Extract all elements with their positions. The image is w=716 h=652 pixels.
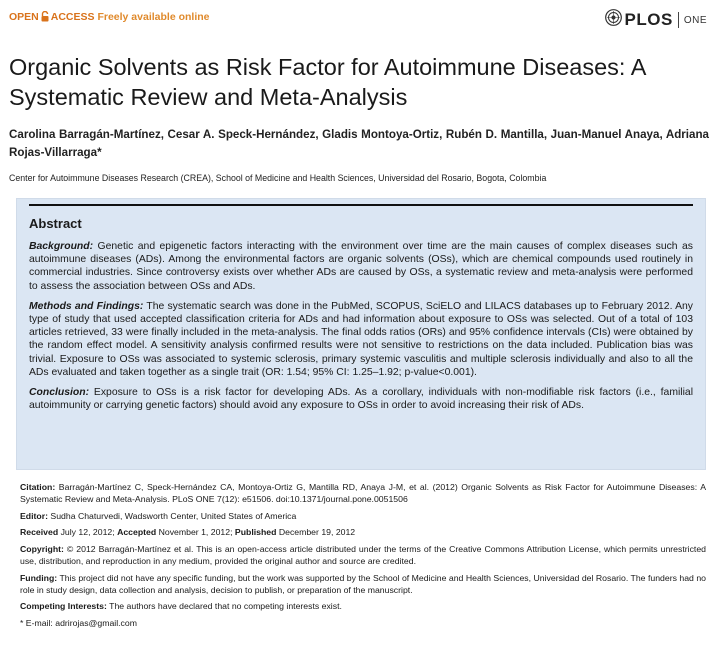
received-date: July 12, 2012; [58,527,118,538]
funding-label: Funding: [20,572,58,583]
competing-interests-row [20,601,706,613]
abstract-heading: Abstract [29,216,82,231]
funding-row [20,573,706,597]
conclusion-label: Conclusion: [29,387,90,399]
open-access-banner [9,11,210,25]
conclusion-text: Exposure to OSs is a risk factor for developing ADs. As a corollary, individuals with non-modifiable risk factors (i.e., familial autoimmunity or carrying genetic factors) should avoid any exposure to OSs in order to avoid increasing their risk of ADs. [29,387,693,412]
accepted-label: Accepted [117,527,157,538]
open-access-lock-icon [41,11,49,25]
citation-text: Barragán-Martínez C, Speck-Hernández CA, Montoya-Ortiz G, Mantilla RD, Anaya J-M, et al. (2012) Organic Solvents as Risk Factor for Autoimmune Diseases: A Systematic Review and Meta-Analysis. PLoS ONE 7(12): e51506. doi:10.1371/journal.pone.0051506 [20,482,706,504]
open-access-label-access: ACCESS [50,11,95,23]
article-metadata [20,482,706,635]
competing-text: The authors have declared that no competing interests exist. [106,601,342,612]
abstract-box [16,198,706,470]
abstract-conclusion [29,386,693,412]
published-date: December 19, 2012 [276,527,356,538]
open-access-label-open: OPEN [9,11,39,23]
background-text: Genetic and epigenetic factors interacting with the environment over time are the main causes of complex diseases such as autoimmune diseases (ADs). Among the environmental factors are organic solvents (OSs), which are chemical compounds used routinely in commercial industries. Since controversy exists over whether ADs are caused by OSs, a systematic review and meta-analysis were performed to assess the association between OSs and ADs. [29,241,693,292]
funding-text: This project did not have any specific funding, but the work was supported by the School of Medicine and Health Sciences, Universidad del Rosario. The funders had no role in study design, data collection and analysis, decision to publish, or preparation of the manuscript. [20,572,706,595]
copyright-label: Copyright: [20,544,64,555]
published-label: Published [234,527,277,538]
email-row[interactable]: * E-mail: adrirojas@gmail.com [20,618,137,629]
plos-logo-icon [605,9,622,31]
copyright-text: © 2012 Barragán-Martínez et al. This is an open-access article distributed under the terms of the Creative Commons Attribution License, which permits unrestricted use, distribution, and reproduction in any medium, provided the original author and source are credited. [20,544,706,566]
article-title: Organic Solvents as Risk Factor for Autoimmune Diseases: A Systematic Review and Meta-Analysis [9,54,646,110]
abstract-methods [29,300,693,379]
editor-row [20,511,706,523]
abstract-content [29,204,693,412]
journal-sub-label: ONE [683,14,707,26]
background-label: Background: [29,241,94,252]
freely-available-label: Freely available online [97,11,210,23]
plos-one-logo [605,9,707,31]
dates-row [20,527,706,539]
editor-text: Sudha Chaturvedi, Wadsworth Center, United States of America [48,510,297,521]
accepted-date: November 1, 2012; [156,527,235,538]
affiliation: Center for Autoimmune Diseases Research (CREA), School of Medicine and Health Sciences, Universidad del Rosario, Bogota, Colombia [9,173,547,183]
competing-label: Competing Interests: [20,601,107,612]
plos-wordmark: PLOS [624,10,673,29]
abstract-background [29,240,693,293]
copyright-row [20,544,706,568]
methods-label: Methods and Findings: [29,300,144,312]
citation-row [20,482,706,506]
received-label: Received [20,527,59,538]
citation-label: Citation: [20,482,56,492]
logo-divider [678,12,679,28]
journal-header [9,9,707,31]
editor-label: Editor: [20,510,48,521]
methods-text: The systematic search was done in the PubMed, SCOPUS, SciELO and LILACS databases up to February 2012. Any type of study that used accepted classification criteria for ADs and had information about exposure to OSs was selected. Out of a total of 103 articles retrieved, 33 were finally included in the meta-analysis. The final odds ratios (ORs) and 95% confidence intervals (CIs) were obtained by the random effect model. A sensitivity analysis confirmed results were not sensitive to restrictions on the data included. Publication bias was trivial. Exposure to OSs was associated to systemic sclerosis, primary systemic vasculitis and multiple sclerosis individually and also to all the ADs evaluated and taken together as a single trait (OR: 1.54; 95% CI: 1.25–1.92; p-value<0.001). [29,300,693,378]
author-list: Carolina Barragán-Martínez, Cesar A. Speck-Hernández, Gladis Montoya-Ortiz, Rubén D. Mantilla, Juan-Manuel Anaya, Adriana Rojas-Villarraga* [9,128,709,159]
